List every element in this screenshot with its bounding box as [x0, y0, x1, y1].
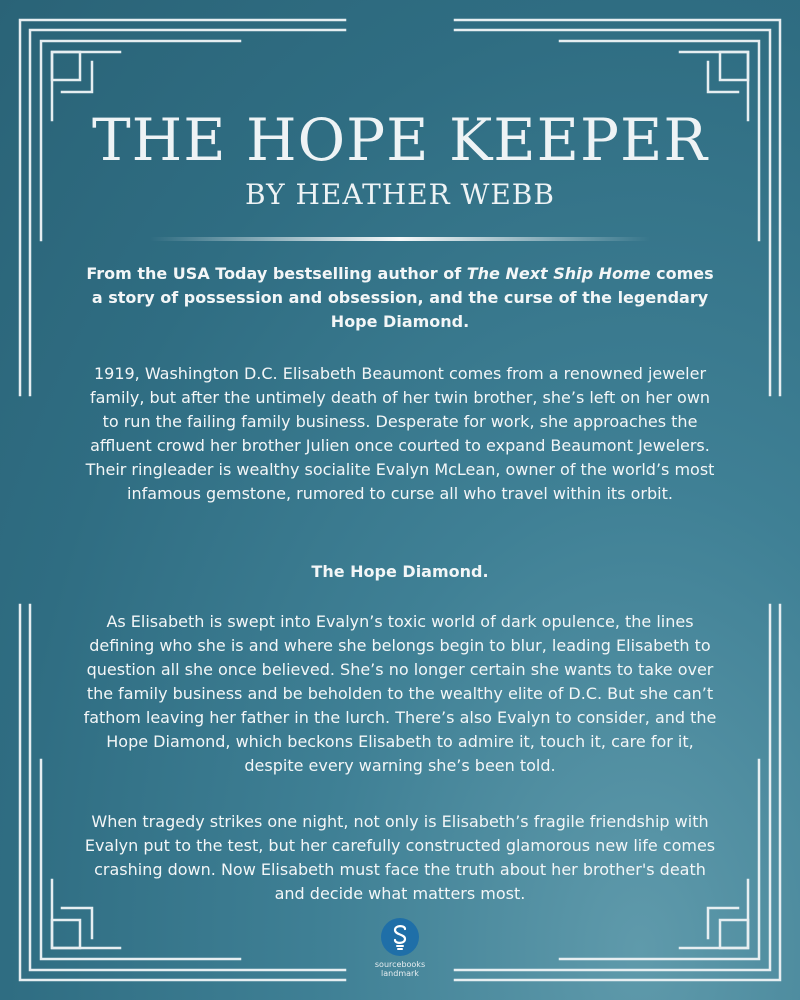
synopsis-paragraph-2: As Elisabeth is swept into Evalyn’s toxic world of dark opulence, the lines defining who she is and where she belongs begin to blur, leading Elisabeth to question all she once believed. She’s no longer certain she wants to take over the family business and be beholden to the wealthy elite of D.C. But she can’t fathom leaving her father in the lurch. There’s also Evalyn to consider, and the Hope Diamond, which beckons Elisabeth to admire it, touch it, care for it, despite every warning she’s been told. — [83, 612, 717, 775]
publisher-line2: landmark — [381, 969, 419, 978]
publisher-logo-icon — [381, 918, 419, 956]
synopsis-paragraph-1: 1919, Washington D.C. Elisabeth Beaumont comes from a renowned jeweler family, but after the untimely death of her twin brother, she’s left on her own to run the failing family business. Desperate for work, she approaches the affluent crowd her brother Julien once courted to expand Beaumont Jewelers. Their ringleader is wealthy socialite Evalyn McLean, owner of the world’s most infamous gemstone, rumored to curse all who travel within its orbit. — [85, 364, 715, 503]
publisher-name — [350, 960, 450, 978]
intro-part1: From the USA Today bestselling author of — [86, 264, 467, 283]
intro-paragraph — [80, 262, 720, 334]
title-divider — [150, 237, 650, 241]
synopsis-paragraph-3: When tragedy strikes one night, not only is Elisabeth’s fragile friendship with Evalyn put to the test, but her carefully constructed glamorous new life comes crashing down. Now Elisabeth must face the truth about her brother's death and decide what matters most. — [84, 812, 716, 903]
intro-part2: comes a story of possession and obsession, and the curse of the legendary Hope Diamond. — [91, 264, 714, 331]
publisher-line1: sourcebooks — [374, 960, 426, 969]
synopsis-heading: The Hope Diamond. — [311, 562, 489, 581]
book-title: THE HOPE KEEPER — [91, 106, 708, 174]
lightbulb-s-icon — [389, 923, 411, 951]
intro-book-title: The Next Ship Home — [466, 264, 651, 283]
author-byline: BY HEATHER WEBB — [245, 178, 555, 211]
